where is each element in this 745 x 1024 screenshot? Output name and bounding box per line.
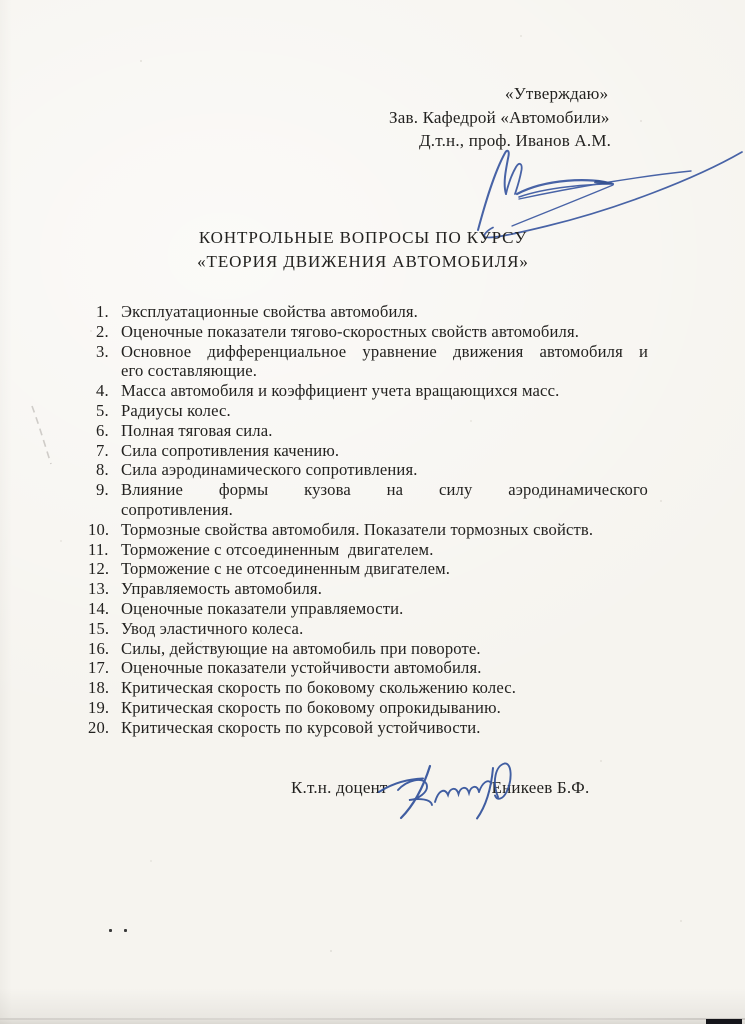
question-text: Силы, действующие на автомобиль при повороте. xyxy=(121,638,481,658)
question-text: Радиусы колес. xyxy=(121,400,231,420)
question-item xyxy=(88,460,650,480)
question-item xyxy=(88,698,650,718)
question-text: Оценочные показатели устойчивости автомобиля. xyxy=(121,658,482,678)
question-item xyxy=(88,302,650,322)
question-item xyxy=(88,559,650,579)
question-item xyxy=(88,599,650,619)
question-number: 13. xyxy=(88,579,110,599)
question-item xyxy=(88,322,650,342)
ink-dot xyxy=(109,929,112,932)
question-text: Влияние формы кузова на силу аэродинамического сопротивления. xyxy=(121,480,648,519)
signoff-degree-title: К.т.н. доцент xyxy=(291,778,388,797)
question-number: 8. xyxy=(96,460,109,480)
question-number: 12. xyxy=(88,559,110,579)
question-number: 16. xyxy=(88,638,110,658)
question-number: 5. xyxy=(96,400,109,420)
question-number: 20. xyxy=(88,717,110,737)
question-text: Сила аэродинамического сопротивления. xyxy=(121,460,418,480)
question-text: Основное дифференциальное уравнение движения автомобиля и его составляющие. xyxy=(121,341,648,381)
question-text: Критическая скорость по боковому опрокидыванию. xyxy=(121,697,501,717)
question-text: Критическая скорость по курсовой устойчивости. xyxy=(121,717,481,737)
question-item xyxy=(88,421,650,441)
title-line-1: КОНТРОЛЬНЫЕ ВОПРОСЫ ПО КУРСУ xyxy=(198,228,528,247)
questions-list xyxy=(88,302,650,738)
question-text: Тормозные свойства автомобиля. Показатели тормозных свойств. xyxy=(121,519,594,539)
question-number: 11. xyxy=(88,539,109,559)
question-text: Масса автомобиля и коэффициент учета вращающихся масс. xyxy=(121,381,560,401)
question-text: Оценочные показатели тягово-скоростных свойств автомобиля. xyxy=(121,321,580,341)
question-number: 2. xyxy=(96,321,109,341)
scan-bottom-edge-line xyxy=(0,1018,745,1020)
question-number: 9. xyxy=(96,480,109,500)
question-item xyxy=(88,540,650,560)
question-text: Торможение с отсоединенным двигателем. xyxy=(121,539,434,559)
question-number: 1. xyxy=(96,302,109,321)
question-item xyxy=(88,342,650,382)
approval-line-3: Д.т.н., проф. Иванов А.М. xyxy=(419,131,612,150)
question-number: 19. xyxy=(88,697,110,717)
paper-specks xyxy=(0,0,2,2)
scan-scratch-mark xyxy=(0,380,70,490)
signoff-author-name: Еникеев Б.Ф. xyxy=(491,778,590,797)
ink-dot xyxy=(124,929,127,932)
question-item xyxy=(88,619,650,639)
question-item xyxy=(88,579,650,599)
question-item xyxy=(88,718,650,738)
question-text: Торможение с не отсоединенным двигателем. xyxy=(121,559,451,579)
question-text: Полная тяговая сила. xyxy=(121,420,273,440)
question-item xyxy=(88,639,650,659)
question-number: 10. xyxy=(88,519,110,539)
signoff-line xyxy=(291,778,589,798)
question-item xyxy=(88,381,650,401)
title-line-2: «ТЕОРИЯ ДВИЖЕНИЯ АВТОМОБИЛЯ» xyxy=(197,251,529,271)
question-number: 14. xyxy=(88,598,110,618)
question-text: Эксплуатационные свойства автомобиля. xyxy=(121,302,418,321)
question-item xyxy=(88,678,650,698)
question-item xyxy=(88,441,650,461)
question-number: 3. xyxy=(96,341,109,361)
question-text: Сила сопротивления качению. xyxy=(121,440,340,460)
approval-line-1: «Утверждаю» xyxy=(505,84,609,103)
question-item xyxy=(88,658,650,678)
question-number: 4. xyxy=(96,381,109,401)
question-number: 15. xyxy=(88,618,110,638)
document-title xyxy=(0,226,726,273)
question-text: Оценочные показатели управляемости. xyxy=(121,598,404,618)
question-text: Увод эластичного колеса. xyxy=(121,618,304,638)
question-text: Критическая скорость по боковому скольжению колес. xyxy=(121,678,517,698)
question-text: Управляемость автомобиля. xyxy=(121,579,323,599)
scan-corner-mark xyxy=(706,1019,742,1024)
question-number: 7. xyxy=(96,440,109,460)
question-number: 18. xyxy=(88,678,110,698)
question-item xyxy=(88,401,650,421)
approval-line-2: Зав. Кафедрой «Автомобили» xyxy=(389,108,610,127)
question-item xyxy=(88,480,650,520)
question-item xyxy=(88,520,650,540)
question-number: 17. xyxy=(88,658,110,678)
question-number: 6. xyxy=(96,420,109,440)
